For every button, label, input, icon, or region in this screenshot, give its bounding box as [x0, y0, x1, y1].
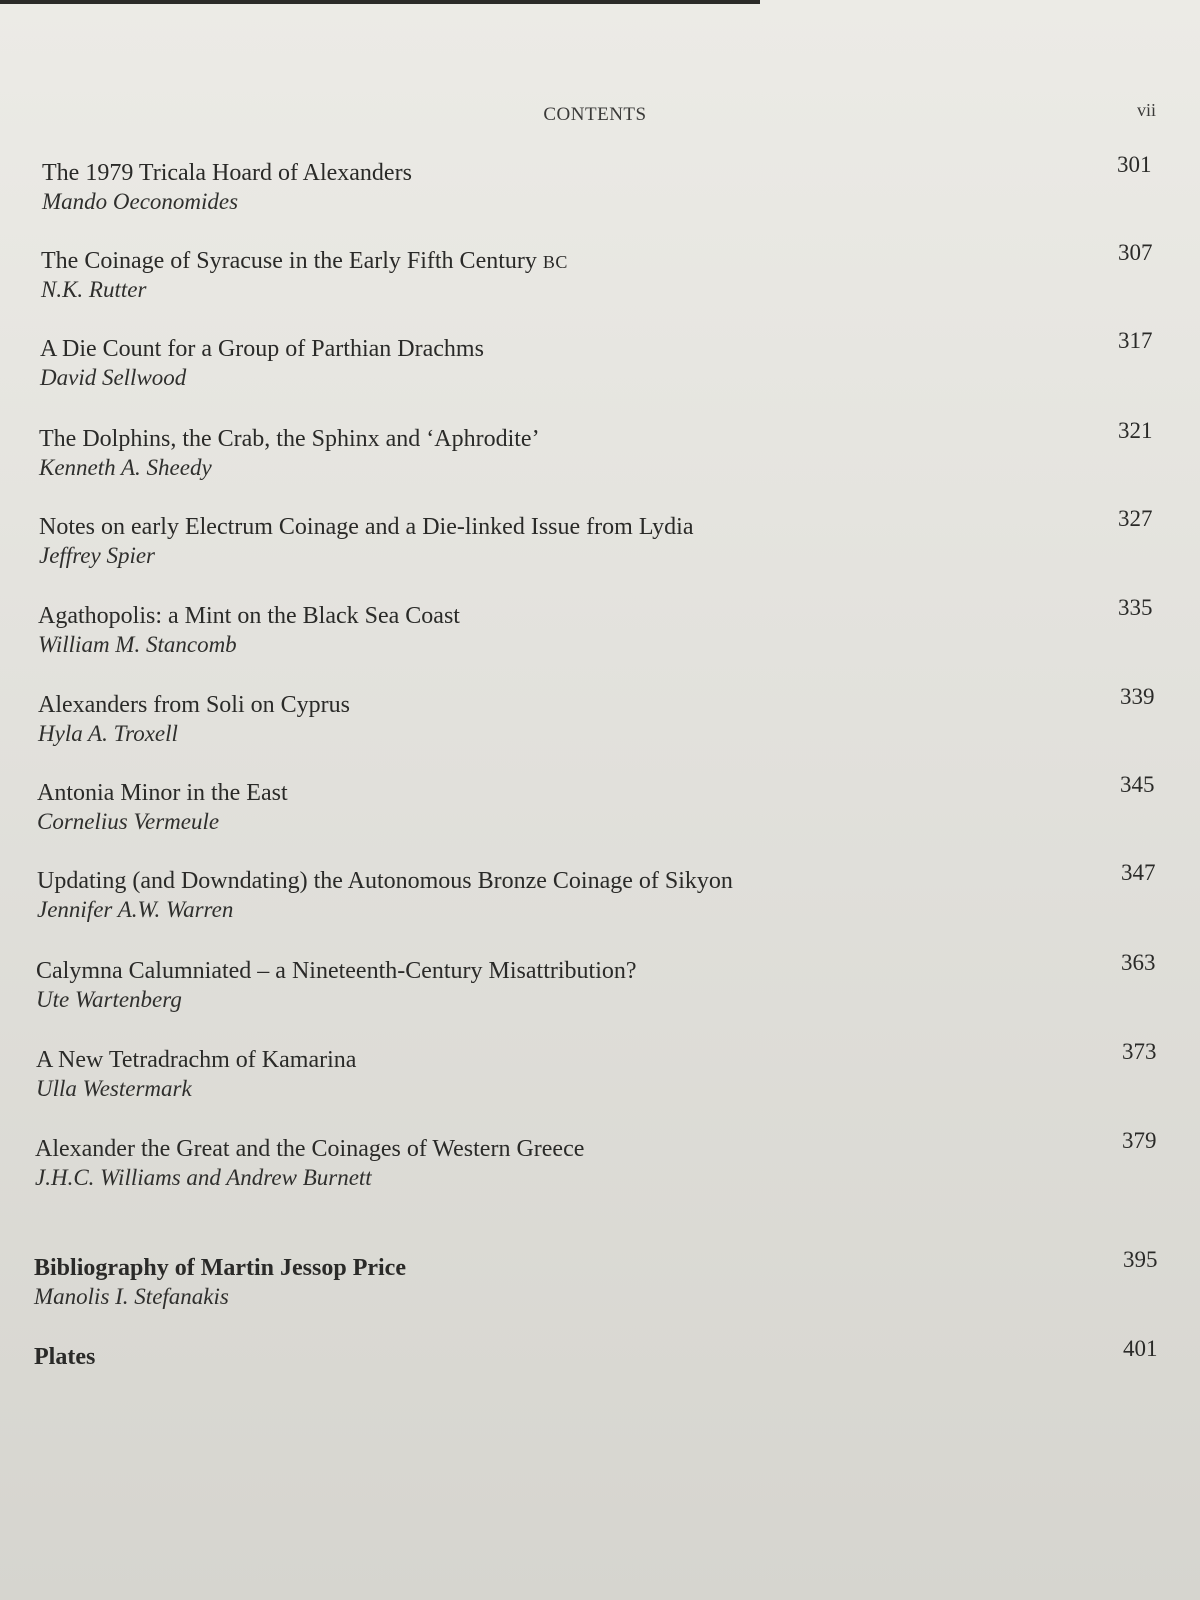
- toc-entry[interactable]: [0, 152, 1200, 228]
- entry-title: A New Tetradrachm of Kamarina: [36, 1047, 357, 1073]
- toc-entry[interactable]: [0, 950, 1200, 1026]
- entry-page-number: 301: [1117, 152, 1152, 177]
- entry-author: William M. Stancomb: [38, 632, 237, 657]
- entry-title: Agathopolis: a Mint on the Black Sea Coast: [38, 603, 460, 629]
- entry-author: Cornelius Vermeule: [37, 809, 220, 834]
- entry-author: David Sellwood: [40, 365, 187, 390]
- entry-page-number: 373: [1122, 1039, 1157, 1064]
- toc-entry[interactable]: [0, 684, 1200, 760]
- entry-title: Notes on early Electrum Coinage and a Die-linked Issue from Lydia: [39, 514, 694, 540]
- entry-title: The Dolphins, the Crab, the Sphinx and ‘Aphrodite’: [39, 426, 540, 452]
- entry-page-number: 345: [1120, 772, 1155, 797]
- entry-author: Mando Oeconomides: [42, 189, 239, 214]
- entry-author: Hyla A. Troxell: [38, 721, 178, 746]
- entry-page-number: 317: [1118, 328, 1153, 353]
- entry-page-number: 327: [1118, 506, 1153, 531]
- toc-entry[interactable]: [0, 418, 1200, 494]
- running-head: [0, 104, 1200, 126]
- entry-author: Ute Wartenberg: [36, 987, 182, 1012]
- entry-author: J.H.C. Williams and Andrew Burnett: [35, 1165, 372, 1190]
- toc-entry[interactable]: [0, 240, 1200, 316]
- entry-title: A Die Count for a Group of Parthian Drachms: [40, 336, 484, 362]
- entry-page-number: 401: [1123, 1336, 1158, 1361]
- entry-page-number: 379: [1122, 1128, 1157, 1153]
- entry-page-number: 363: [1121, 950, 1156, 975]
- entry-title-era: BC: [542, 252, 568, 272]
- entry-page-number: 307: [1118, 240, 1153, 265]
- toc-entry[interactable]: [0, 506, 1200, 582]
- entry-author: Ulla Westermark: [36, 1076, 192, 1101]
- entry-author: Jeffrey Spier: [39, 543, 156, 568]
- entry-author: Kenneth A. Sheedy: [39, 455, 212, 480]
- entry-page-number: 395: [1123, 1247, 1158, 1272]
- toc-entry[interactable]: [0, 860, 1200, 936]
- entry-title: The 1979 Tricala Hoard of Alexanders: [42, 160, 412, 186]
- toc-entry[interactable]: [0, 1039, 1200, 1115]
- entry-author: Manolis I. Stefanakis: [34, 1284, 229, 1309]
- entry-title: Antonia Minor in the East: [37, 780, 288, 806]
- toc-entry[interactable]: [0, 595, 1200, 671]
- page-number-folio: vii: [1136, 100, 1156, 120]
- toc-entry[interactable]: [0, 1128, 1200, 1204]
- toc-entry[interactable]: [0, 772, 1200, 848]
- toc-entry-plates[interactable]: [0, 1336, 1200, 1412]
- entry-title: Updating (and Downdating) the Autonomous Bronze Coinage of Sikyon: [37, 868, 733, 894]
- entry-page-number: 321: [1118, 418, 1153, 443]
- entry-page-number: 335: [1118, 595, 1153, 620]
- entry-author: N.K. Rutter: [41, 277, 147, 302]
- entry-page-number: 339: [1120, 684, 1155, 709]
- entry-title: Bibliography of Martin Jessop Price: [34, 1255, 406, 1281]
- entry-title-text: The Coinage of Syracuse in the Early Fifth Century: [41, 248, 537, 274]
- entry-title: Alexanders from Soli on Cyprus: [38, 692, 350, 718]
- entry-author: Jennifer A.W. Warren: [37, 897, 234, 922]
- entry-page-number: 347: [1121, 860, 1156, 885]
- running-title: CONTENTS: [543, 104, 647, 125]
- entry-title: Plates: [34, 1344, 96, 1370]
- toc-entry-bibliography[interactable]: [0, 1247, 1200, 1323]
- entry-title: Calymna Calumniated – a Nineteenth-Century Misattribution?: [36, 958, 637, 984]
- entry-title: Alexander the Great and the Coinages of Western Greece: [35, 1136, 585, 1162]
- toc-entry[interactable]: [0, 328, 1200, 404]
- entry-title: [41, 246, 568, 277]
